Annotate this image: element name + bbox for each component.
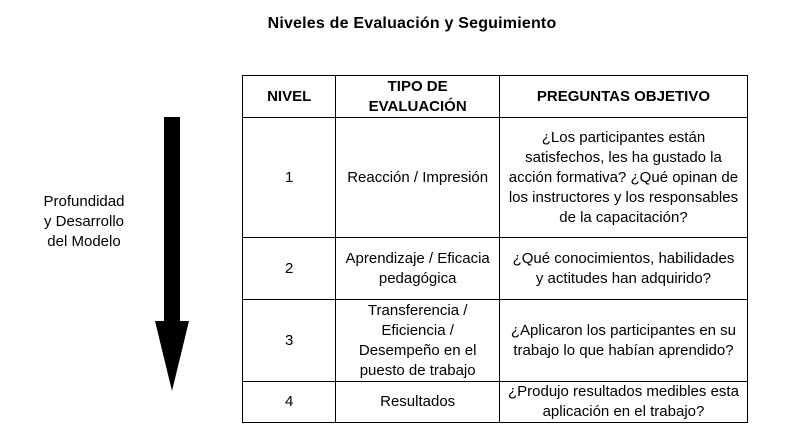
tipo-cell: Reacción / Impresión (336, 118, 500, 238)
table-row (243, 300, 748, 382)
tipo-cell: Resultados (336, 382, 500, 423)
arrow-head (155, 321, 189, 391)
header-tipo-evaluacion: TIPO DE EVALUACIÓN (336, 76, 500, 118)
side-label (23, 192, 145, 252)
arrow-shaft (164, 117, 180, 327)
header-nivel: NIVEL (243, 76, 336, 118)
tipo-cell: Aprendizaje / Eficacia pedagógica (336, 238, 500, 300)
nivel-cell: 3 (243, 300, 336, 382)
table-row (243, 118, 748, 238)
header-preguntas-objetivo: PREGUNTAS OBJETIVO (499, 76, 747, 118)
nivel-cell: 1 (243, 118, 336, 238)
table-row (243, 382, 748, 423)
side-label-line: y Desarrollo (43, 213, 125, 230)
side-label-line: Profundidad (43, 193, 125, 210)
pregunta-cell: ¿Qué conocimientos, habilidades y actitudes han adquirido? (499, 238, 747, 300)
down-arrow-icon (155, 117, 189, 391)
nivel-cell: 2 (243, 238, 336, 300)
side-label-line: del Modelo (47, 233, 121, 250)
tipo-cell: Transferencia / Eficiencia / Desempeño en el puesto de trabajo (336, 300, 500, 382)
evaluation-levels-table (242, 75, 748, 423)
table-header-row (243, 76, 748, 118)
pregunta-cell: ¿Produjo resultados medibles esta aplicación en el trabajo? (499, 382, 747, 423)
nivel-cell: 4 (243, 382, 336, 423)
pregunta-cell: ¿Los participantes están satisfechos, les ha gustado la acción formativa? ¿Qué opinan de los instructores y los responsables de la capacitación? (499, 118, 747, 238)
pregunta-cell: ¿Aplicaron los participantes en su trabajo lo que habían aprendido? (499, 300, 747, 382)
document-title: Niveles de Evaluación y Seguimiento (267, 15, 557, 32)
table-row (243, 238, 748, 300)
